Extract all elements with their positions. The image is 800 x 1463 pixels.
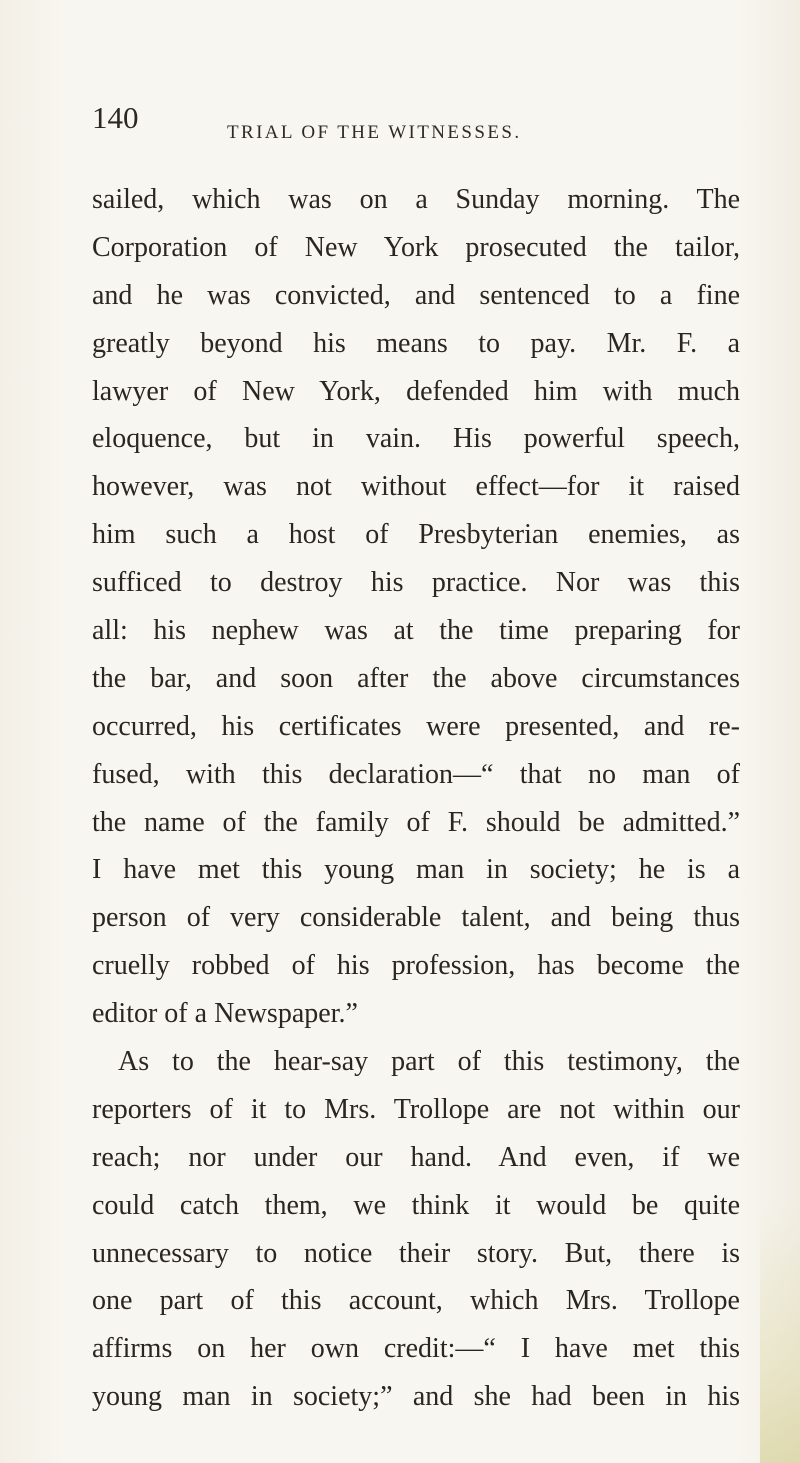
text-line: however, was not without effect—for it raised (92, 471, 740, 503)
text-line: the bar, and soon after the above circumstances (92, 662, 740, 694)
text-line: editor of a Newspaper.” (92, 998, 358, 1030)
text-line: fused, with this declaration—“ that no man of (92, 758, 740, 790)
text-line: reporters of it to Mrs. Trollope are not within our (92, 1093, 740, 1125)
text-line: cruelly robbed of his profession, has become the (92, 950, 740, 982)
text-line: person of very considerable talent, and being thus (92, 902, 740, 934)
text-line: unnecessary to notice their story. But, there is (92, 1237, 740, 1269)
text-line: I have met this young man in society; he is a (92, 854, 740, 886)
text-line: young man in society;” and she had been in his (92, 1381, 740, 1413)
page-header (92, 96, 712, 156)
text-line: lawyer of New York, defended him with much (92, 375, 740, 407)
text-line: Corporation of New York prosecuted the tailor, (92, 231, 740, 263)
text-line: reach; nor under our hand. And even, if we (92, 1141, 740, 1173)
page-number: 140 (92, 100, 139, 135)
text-line: sailed, which was on a Sunday morning. The (92, 184, 740, 215)
text-line: one part of this account, which Mrs. Trollope (92, 1285, 740, 1317)
body-text (92, 176, 740, 1421)
paper-stain (760, 1203, 800, 1463)
text-line: and he was convicted, and sentenced to a fine (92, 279, 740, 311)
text-line: could catch them, we think it would be quite (92, 1189, 740, 1221)
text-line: all: his nephew was at the time preparing for (92, 615, 740, 647)
text-line: sufficed to destroy his practice. Nor was this (92, 567, 740, 599)
text-line: the name of the family of F. should be admitted.” (92, 806, 740, 838)
running-head: TRIAL OF THE WITNESSES. (227, 122, 522, 143)
text-line: As to the hear-say part of this testimony, the (118, 1046, 740, 1078)
text-line: eloquence, but in vain. His powerful speech, (92, 423, 740, 455)
text-line: occurred, his certificates were presented, and re- (92, 710, 740, 742)
text-line: affirms on her own credit:—“ I have met this (92, 1333, 740, 1365)
text-line: greatly beyond his means to pay. Mr. F. a (92, 327, 740, 359)
text-line: him such a host of Presbyterian enemies, as (92, 519, 740, 551)
